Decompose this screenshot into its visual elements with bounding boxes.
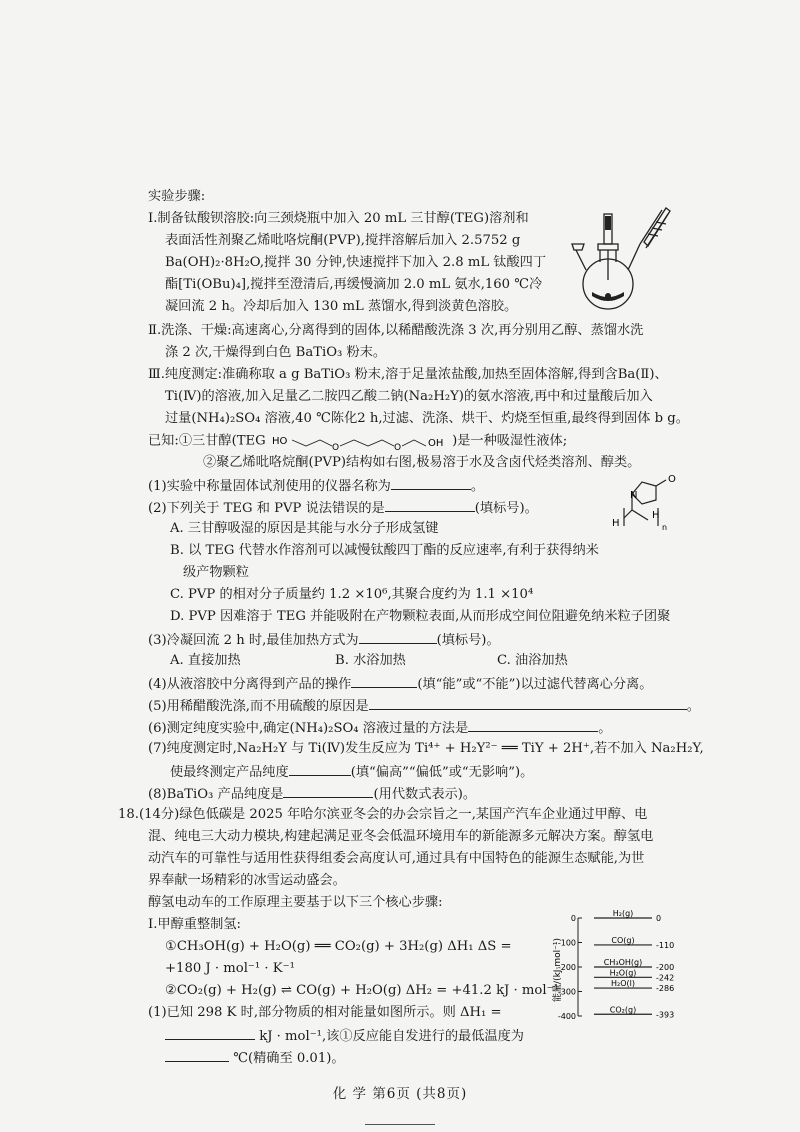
question-5-text: (5)用稀醋酸洗涤,而不用硫酸的原因是 <box>148 699 369 714</box>
question-6-text: (6)测定纯度实验中,确定(NH₄)₂SO₄ 溶液过量的方法是 <box>148 721 469 736</box>
question-1 <box>148 476 484 496</box>
q18-equation-1: ①CH₃OH(g) + H₂O(g) ══ CO₂(g) + 3H₂(g) ΔH₁ ΔS = <box>165 939 512 954</box>
question-7-end: (填“偏高”“偏低”或“无影响”)。 <box>350 765 534 780</box>
q18-question-1: (1)已知 298 K 时,部分物质的相对能量如图所示。则 ΔH₁ = <box>148 1005 502 1020</box>
three-neck-flask-figure <box>570 204 680 314</box>
question-2 <box>148 498 538 518</box>
q18-paragraph: 动汽车的可靠性与适用性获得组委会高度认可,通过具有中国特色的能源生态赋能,为世 <box>148 851 645 866</box>
question-7-line1: (7)纯度测定时,Na₂H₂Y 与 Ti(Ⅳ)发生反应为 Ti⁴⁺ + H₂Y²⁻ ══ TiY + 2H⁺,若不加入 Na₂H₂Y, <box>148 741 704 756</box>
question-8-end: (用代数式表示)。 <box>373 787 477 802</box>
q18-paragraph: 混、纯电三大动力模块,构建起满足亚冬会低温环境用车的新能源多元解决方案。醇氢电 <box>148 829 654 844</box>
footer-rule <box>365 1124 435 1125</box>
question-5 <box>148 696 700 716</box>
question-3-option-a: A. 直接加热 <box>170 653 241 668</box>
pvp-n-label: N <box>630 490 638 501</box>
q18-question-1-text2: kJ · mol⁻¹,该①反应能自发进行的最低温度为 <box>259 1029 524 1044</box>
page-footer: 化 学 第6页 (共8页) <box>332 1086 468 1102</box>
q18-question-1-text3: ℃(精确至 0.01)。 <box>233 1051 345 1066</box>
step1-line: Ba(OH)₂·8H₂O,搅拌 30 分钟,快速搅拌下加入 2.8 mL 钛酸四丁 <box>165 255 547 270</box>
question-3-end: (填标号)。 <box>436 633 500 648</box>
question-5-end: 。 <box>686 699 700 714</box>
energy-level-species: H₂(g) <box>612 909 634 918</box>
energy-level-value: 0 <box>656 914 662 923</box>
answer-blank <box>165 1048 229 1062</box>
chart-y-tick-label: -100 <box>557 938 576 948</box>
pvp-structure-figure <box>612 468 702 530</box>
energy-level-species: H₂O(l) <box>611 979 635 989</box>
energy-level-species: CO₂(g) <box>609 1005 637 1015</box>
step1-line: 酯[Ti(OBu)₄],搅拌至澄清后,再缓慢滴加 2.0 mL 氨水,160 ℃冷 <box>165 277 543 292</box>
teg-ho-label: HO <box>271 436 288 447</box>
q18-equation-2: ②CO₂(g) + H₂(g) ⇌ CO(g) + H₂O(g) ΔH₂ = +41.2 kJ · mol⁻¹ <box>165 983 559 998</box>
pvp-h-left-label: H <box>612 518 620 529</box>
answer-blank <box>289 762 351 776</box>
question-3 <box>148 630 500 650</box>
answer-blank <box>359 630 437 644</box>
question-2-option-d: D. PVP 因难溶于 TEG 并能吸附在产物颗粒表面,从而形成空间位阻避免纳米粒子团聚 <box>170 609 671 624</box>
procedure-heading: 实验步骤: <box>148 189 206 204</box>
question-6 <box>148 718 611 738</box>
step1-line: 表面活性剂聚乙烯吡咯烷酮(PVP),搅拌溶解后加入 2.5752 g <box>165 233 521 248</box>
energy-level-value: -393 <box>656 1010 675 1020</box>
pvp-o-label: O <box>668 474 676 485</box>
question-4-text: (4)从液溶胶中分离得到产品的操作 <box>148 677 352 692</box>
step3-line: Ti(Ⅳ)的溶液,加入足量乙二胺四乙酸二钠(Na₂H₂Y)的氨水溶液,再中和过量酸后加入 <box>165 389 653 404</box>
answer-blank <box>351 674 417 688</box>
answer-blank <box>283 784 373 798</box>
q18-question-1-line2 <box>165 1026 524 1046</box>
question-2-option-b: B. 以 TEG 代替水作溶剂可以减慢钛酸四丁酯的反应速率,有利于获得纳米 <box>170 543 599 558</box>
q18-paragraph: 醇氢电动车的工作原理主要基于以下三个核心步骤: <box>148 895 443 910</box>
energy-level-value: -242 <box>656 973 675 983</box>
question-2-option-c: C. PVP 的相对分子质量约 1.2 ×10⁶,其聚合度约为 1.1 ×10⁴ <box>170 587 534 602</box>
teg-oh-label: OH <box>427 438 444 449</box>
chart-y-tick-label: -200 <box>557 963 576 972</box>
question-7-text: 使最终测定产品纯度 <box>170 765 289 780</box>
q18-paragraph: 界奉献一场精彩的冰雪运动盛会。 <box>148 873 346 888</box>
answer-blank <box>391 476 471 490</box>
teg-o2-label: O <box>393 443 401 450</box>
energy-level-value: -110 <box>656 940 675 950</box>
q18-step1-heading: Ⅰ.甲醇重整制氢: <box>148 917 241 932</box>
energy-level-value: -286 <box>656 984 675 994</box>
pvp-n-subscript: n <box>662 523 668 530</box>
teg-structure <box>270 432 448 450</box>
q18-paragraph: 18.(14分)绿色低碳是 2025 年哈尔滨亚冬会的办会宗旨之一,某国产汽车企业通过甲醇、电 <box>118 807 648 822</box>
question-1-end: 。 <box>470 479 485 494</box>
energy-level-species: H₂O(g) <box>609 968 637 978</box>
question-6-end: 。 <box>598 721 612 736</box>
step3-line: 过量(NH₄)₂SO₄ 溶液,40 ℃陈化2 h,过滤、洗涤、烘干、灼烧至恒重,最终得到固体 b g。 <box>165 411 689 426</box>
known-item1 <box>148 432 567 451</box>
step2-line: 涤 2 次,干燥得到白色 BaTiO₃ 粉末。 <box>165 345 387 360</box>
answer-blank <box>385 498 475 512</box>
answer-blank <box>468 718 598 732</box>
answer-blank <box>165 1026 255 1040</box>
energy-level-species: CO(g) <box>611 935 635 945</box>
question-4-end: (填“能”或“不能”)以过滤代替离心分离。 <box>417 677 653 692</box>
question-3-text: (3)冷凝回流 2 h 时,最佳加热方式为 <box>148 633 359 648</box>
question-4 <box>148 674 652 694</box>
energy-level-value: -200 <box>656 963 675 972</box>
chart-ylabel: 能量/(kJ·mol⁻¹) <box>553 938 563 1002</box>
energy-level-chart <box>548 900 708 1028</box>
question-7-line2 <box>170 762 533 782</box>
question-2-text: (2)下列关于 TEG 和 PVP 说法错误的是 <box>148 501 385 516</box>
energy-level-species: CH₃OH(g) <box>603 958 643 967</box>
question-1-text: (1)实验中称量固体试剂使用的仪器名称为 <box>148 479 391 494</box>
known-item2: ②聚乙烯吡咯烷酮(PVP)结构如右图,极易溶于水及含卤代烃类溶剂、醇类。 <box>203 455 641 470</box>
chart-y-tick-label: -300 <box>557 987 576 997</box>
question-3-option-c: C. 油浴加热 <box>497 653 568 668</box>
known-item1-suffix: )是一种吸湿性液体; <box>452 433 568 449</box>
step1-line: 凝回流 2 h。冷却后加入 130 mL 蒸馏水,得到淡黄色溶胶。 <box>165 299 518 314</box>
step1-line: Ⅰ.制备钛酸钡溶胶:向三颈烧瓶中加入 20 mL 三甘醇(TEG)溶剂和 <box>148 211 529 226</box>
chart-y-tick-label: 0 <box>570 914 576 923</box>
known-item1-prefix: 已知:①三甘醇(TEG <box>148 433 266 449</box>
q18-equation-1-entropy: +180 J · mol⁻¹ · K⁻¹ <box>165 961 295 976</box>
q18-question-1-line3 <box>165 1048 345 1068</box>
step2-line: Ⅱ.洗涤、干燥:高速离心,分离得到的固体,以稀醋酸洗涤 3 次,再分别用乙醇、蒸馏水洗 <box>148 323 644 338</box>
question-2-end: (填标号)。 <box>474 501 538 516</box>
question-3-option-b: B. 水浴加热 <box>335 653 406 668</box>
answer-blank <box>369 696 687 710</box>
question-2-option-a: A. 三甘醇吸湿的原因是其能与水分子形成氢键 <box>170 521 439 536</box>
question-2-option-b-cont: 级产物颗粒 <box>183 565 249 580</box>
question-8-text: (8)BaTiO₃ 产品纯度是 <box>148 787 284 802</box>
chart-y-tick-label: -400 <box>557 1012 576 1021</box>
pvp-h-right-label: H <box>652 510 660 521</box>
teg-o1-label: O <box>331 443 339 450</box>
question-8 <box>148 784 476 804</box>
step3-line: Ⅲ.纯度测定:准确称取 a g BaTiO₃ 粉末,溶于足量浓盐酸,加热至固体溶解,得到含Ba(Ⅱ)、 <box>148 367 668 382</box>
